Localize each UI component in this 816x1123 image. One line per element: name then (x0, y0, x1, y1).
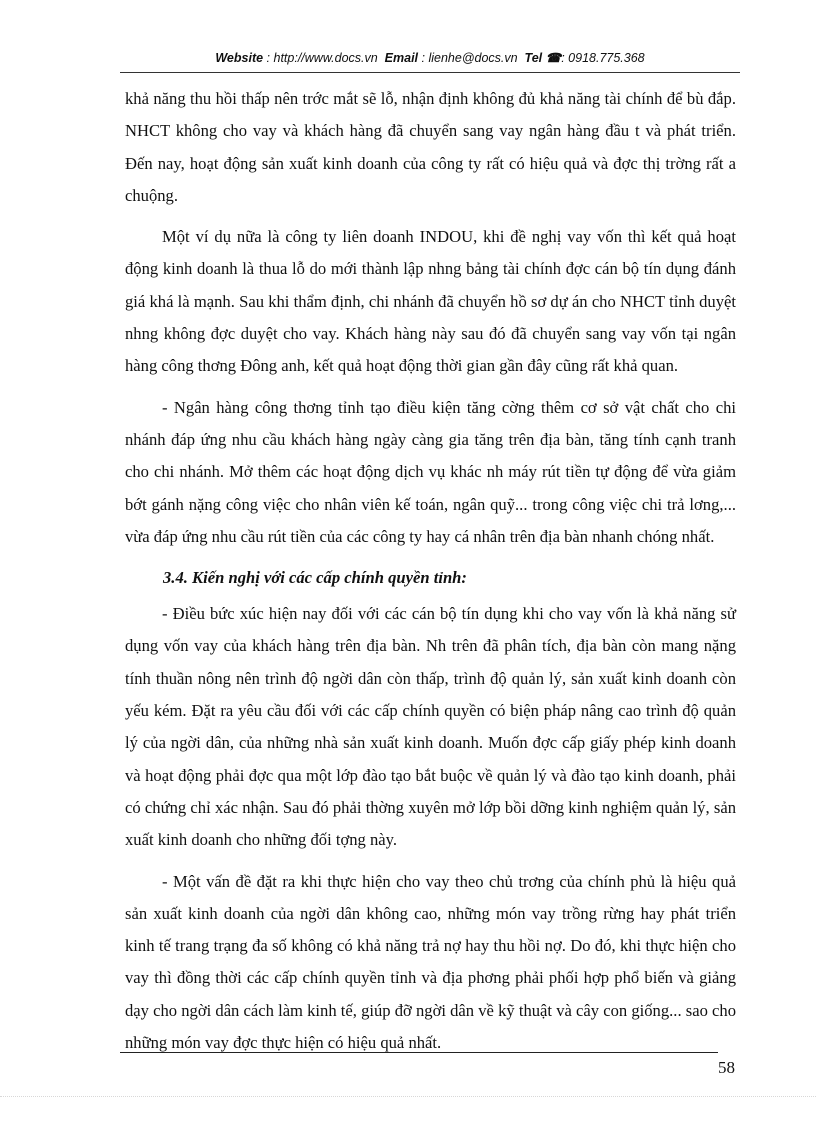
telephone-icon: ☎ (545, 51, 562, 65)
header-divider (120, 72, 740, 73)
website-value: : http://www.docs.vn (266, 51, 378, 65)
section-heading: 3.4. Kiến nghị với các cấp chính quyền tỉnh: (163, 568, 467, 588)
page-header (120, 50, 740, 65)
paragraph-2: Một ví dụ nữa là công ty liên doanh INDOU, khi đề nghị vay vốn thì kết quả hoạt động kinh doanh là thua lỗ do mới thành lập nhng bảng tài chính đợc cán bộ tín dụng đánh giá khá là mạnh. Sau khi thẩm định, chi nhánh đã chuyển hồ sơ dự án cho NHCT tỉnh duyệt nhng không đợc duyệt cho vay. Khách hàng này sau đó đã chuyển sang vay vốn tại ngân hàng công thơng Đông anh, kết quả hoạt động thời gian gần đây cũng rất khả quan. (125, 227, 736, 376)
website-label: Website (215, 51, 264, 65)
page-bottom-edge (0, 1096, 816, 1097)
footer-divider (120, 1052, 718, 1053)
document-body (125, 83, 736, 1068)
page-number: 58 (718, 1058, 735, 1077)
email-value: : lienhe@docs.vn (421, 51, 518, 65)
email-label: Email (384, 51, 419, 65)
paragraph-3: - Ngân hàng công thơng tỉnh tạo điều kiện tăng cờng thêm cơ sở vật chất cho chi nhánh đáp ứng nhu cầu khách hàng ngày càng gia tăng trên địa bàn, tăng tính cạnh tranh cho chi nhánh. Mở thêm các hoạt động dịch vụ khác nh máy rút tiền tự động để vừa giảm bớt gánh nặng công việc cho nhân viên kế toán, ngân quỹ... trong công việc chi trả lơng,... vừa đáp ứng nhu cầu rút tiền của các công ty hay cá nhân trên địa bàn nhanh chóng nhất. (125, 397, 736, 546)
paragraph-4: - Điều bức xúc hiện nay đối với các cán bộ tín dụng khi cho vay vốn là khả năng sử dụng vốn vay của khách hàng trên địa bàn. Nh trên đã phân tích, địa bàn còn mang nặng tính thuần nông nên trình độ ngời dân còn thấp, trình độ quản lý, sản xuất kinh doanh còn yếu kém. Đặt ra yêu cầu đối với các cấp chính quyền có biện pháp nâng cao trình độ quản lý của ngời dân, của những nhà sản xuất kinh doanh. Muốn đợc cấp giấy phép kinh doanh và hoạt động phải đợc qua một lớp đào tạo bắt buộc về quản lý và đào tạo kinh doanh, phải có chứng chỉ xác nhận. Sau đó phải thờng xuyên mở lớp bồi dỡng kinh nghiệm quản lý, sản xuất kinh doanh cho những đối tợng này. (125, 604, 736, 850)
paragraph-1: khả năng thu hồi thấp nên trớc mắt sẽ lỗ, nhận định không đủ khả năng tài chính để bù đắp. NHCT không cho vay và khách hàng đã chuyển sang vay ngân hàng đầu t và phát triển. Đến nay, hoạt động sản xuất kinh doanh của công ty rất có hiệu quả và đợc thị trờng rất a chuộng. (125, 89, 736, 205)
paragraph-5: - Một vấn đề đặt ra khi thực hiện cho vay theo chủ trơng của chính phủ là hiệu quả sản xuất kinh doanh của ngời dân không cao, những món vay trồng rừng hay phát triển kinh tế trang trạng đa số không có khả năng trả nợ hay thu hồi nợ. Do đó, khi thực hiện cho vay thì đồng thời các cấp chính quyền tỉnh và địa phơng phải phối hợp phổ biến và giảng dạy cho ngời dân cách làm kinh tế, giúp đỡ ngời dân về kỹ thuật và cây con giống... sao cho những món vay đợc thực hiện có hiệu quả nhất. (125, 871, 736, 1053)
tel-label: Tel (524, 51, 543, 65)
tel-value: : 0918.775.368 (561, 51, 645, 65)
